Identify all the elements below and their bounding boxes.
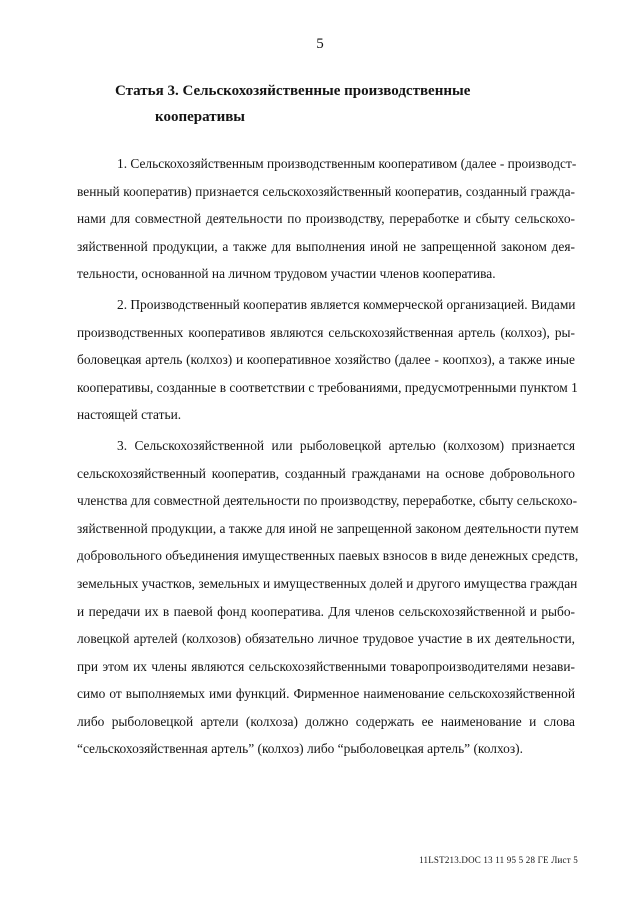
text-line: тельности, основанной на личном трудовом участии членов кооператива. xyxy=(77,266,496,282)
text-line: 2. Производственный кооператив является коммерческой организацией. Видами xyxy=(117,296,576,312)
text-line: симо от выполняемых ими функций. Фирменное наименование сельскохозяйственной xyxy=(77,686,575,702)
text-line: при этом их члены являются сельскохозяйственными товаропроизводителями незави- xyxy=(77,658,575,674)
text-line: настоящей статьи. xyxy=(77,407,182,423)
text-line: кооперативы, созданные в соответствии с требованиями, предусмотренными пунктом 1 xyxy=(77,379,578,395)
text-line: сельскохозяйственный кооператив, созданный гражданами на основе добровольного xyxy=(77,465,575,481)
text-line: 3. Сельскохозяйственной или рыболовецкой артелью (колхозом) признается xyxy=(117,437,575,453)
document-footer: 11LST213.DOC 13 11 95 5 28 ГЕ Лист 5 xyxy=(419,855,578,865)
text-line: зяйственной продукции, а также для выполнения иной не запрещенной законом дея- xyxy=(77,238,575,254)
paragraph-2 xyxy=(77,291,578,429)
text-line: “сельскохозяйственная артель” (колхоз) либо “рыболовецкая артель” (колхоз). xyxy=(77,741,523,757)
text-line: добровольного объединения имущественных паевых взносов в виде денежных средств, xyxy=(77,548,579,564)
paragraph-3 xyxy=(77,432,579,763)
text-line: 1. Сельскохозяйственным производственным кооперативом (далее - производст- xyxy=(117,156,577,171)
text-line: нами для совместной деятельности по производству, переработке и сбыту сельскохо- xyxy=(77,211,575,227)
page-number: 5 xyxy=(316,36,324,52)
text-line: либо рыболовецкой артели (колхоза) должно содержать ее наименование и слова xyxy=(77,713,575,729)
article-heading-line2: кооперативы xyxy=(155,109,246,125)
text-line: зяйственной продукции, а также для иной не запрещенной законом деятельности путем xyxy=(77,520,579,536)
text-line: боловецкая артель (колхоз) и кооперативное хозяйство (далее - коопхоз), а также иные xyxy=(77,352,575,368)
article-body xyxy=(77,150,579,763)
text-line: венный кооператив) признается сельскохозяйственный кооператив, созданный гражда- xyxy=(77,183,575,199)
paragraph-1 xyxy=(77,150,575,288)
article-heading-line1: Статья 3. Сельскохозяйственные производственные xyxy=(115,83,471,99)
text-line: членства для совместной деятельности по производству, переработке, сбыту сельскохо- xyxy=(77,493,578,509)
text-line: ловецкой артелей (колхозов) обязательно личное трудовое участие в их деятельности, xyxy=(77,631,575,647)
text-line: производственных кооперативов являются сельскохозяйственная артель (колхоз), ры- xyxy=(77,324,575,340)
article-heading xyxy=(115,78,555,130)
text-line: земельных участков, земельных и имущественных долей и другого имущества граждан xyxy=(77,575,578,591)
text-line: и передачи их в паевой фонд кооператива. Для членов сельскохозяйственной и рыбо- xyxy=(77,603,575,619)
